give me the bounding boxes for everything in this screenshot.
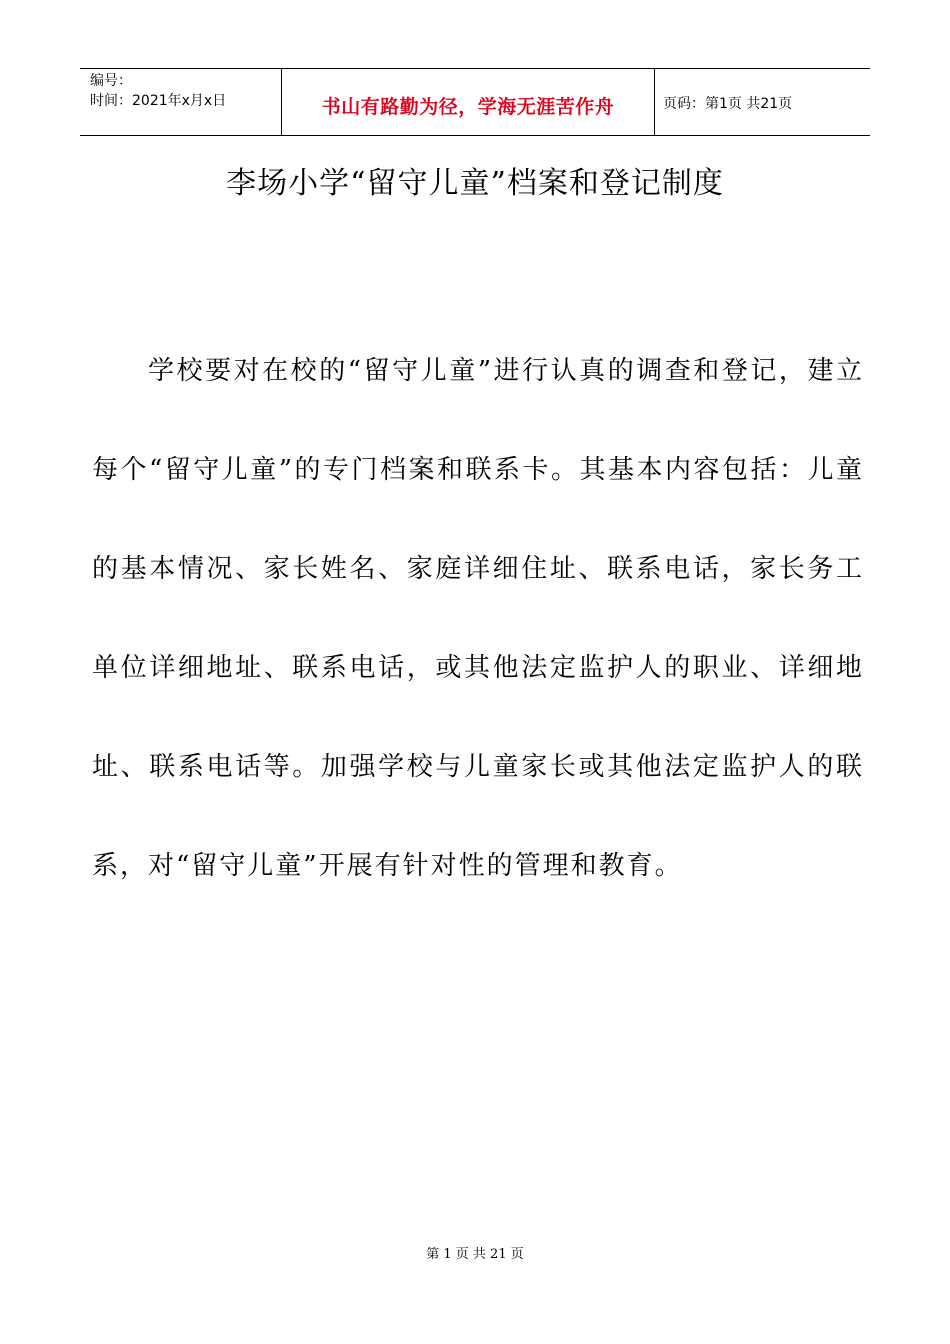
header-meta <box>80 69 281 135</box>
page-header <box>80 68 870 136</box>
page-footer: 第 1 页 共 21 页 <box>426 1247 524 1262</box>
document-paragraph: 学校要对在校的“留守儿童”进行认真的调查和登记，建立每个“留守儿童”的专门档案和联系卡。其基本内容包括：儿童的基本情况、家长姓名、家庭详细住址、联系电话，家长务工单位详细地址、联系电话，或其他法定监护人的职业、详细地址、联系电话等。加强学校与儿童家长或其他法定监护人的联系，对“留守儿童”开展有针对性的管理和教育。 <box>92 356 864 881</box>
header-page-info: 页码：第1页 共21页 <box>663 96 793 112</box>
document-number-label: 编号： <box>90 73 132 89</box>
document-title: 李场小学“留守儿童”档案和登记制度 <box>226 166 724 201</box>
header-motto: 书山有路勤为径，学海无涯苦作舟 <box>281 69 655 135</box>
document-date-label: 时间：2021年x月x日 <box>90 93 227 109</box>
